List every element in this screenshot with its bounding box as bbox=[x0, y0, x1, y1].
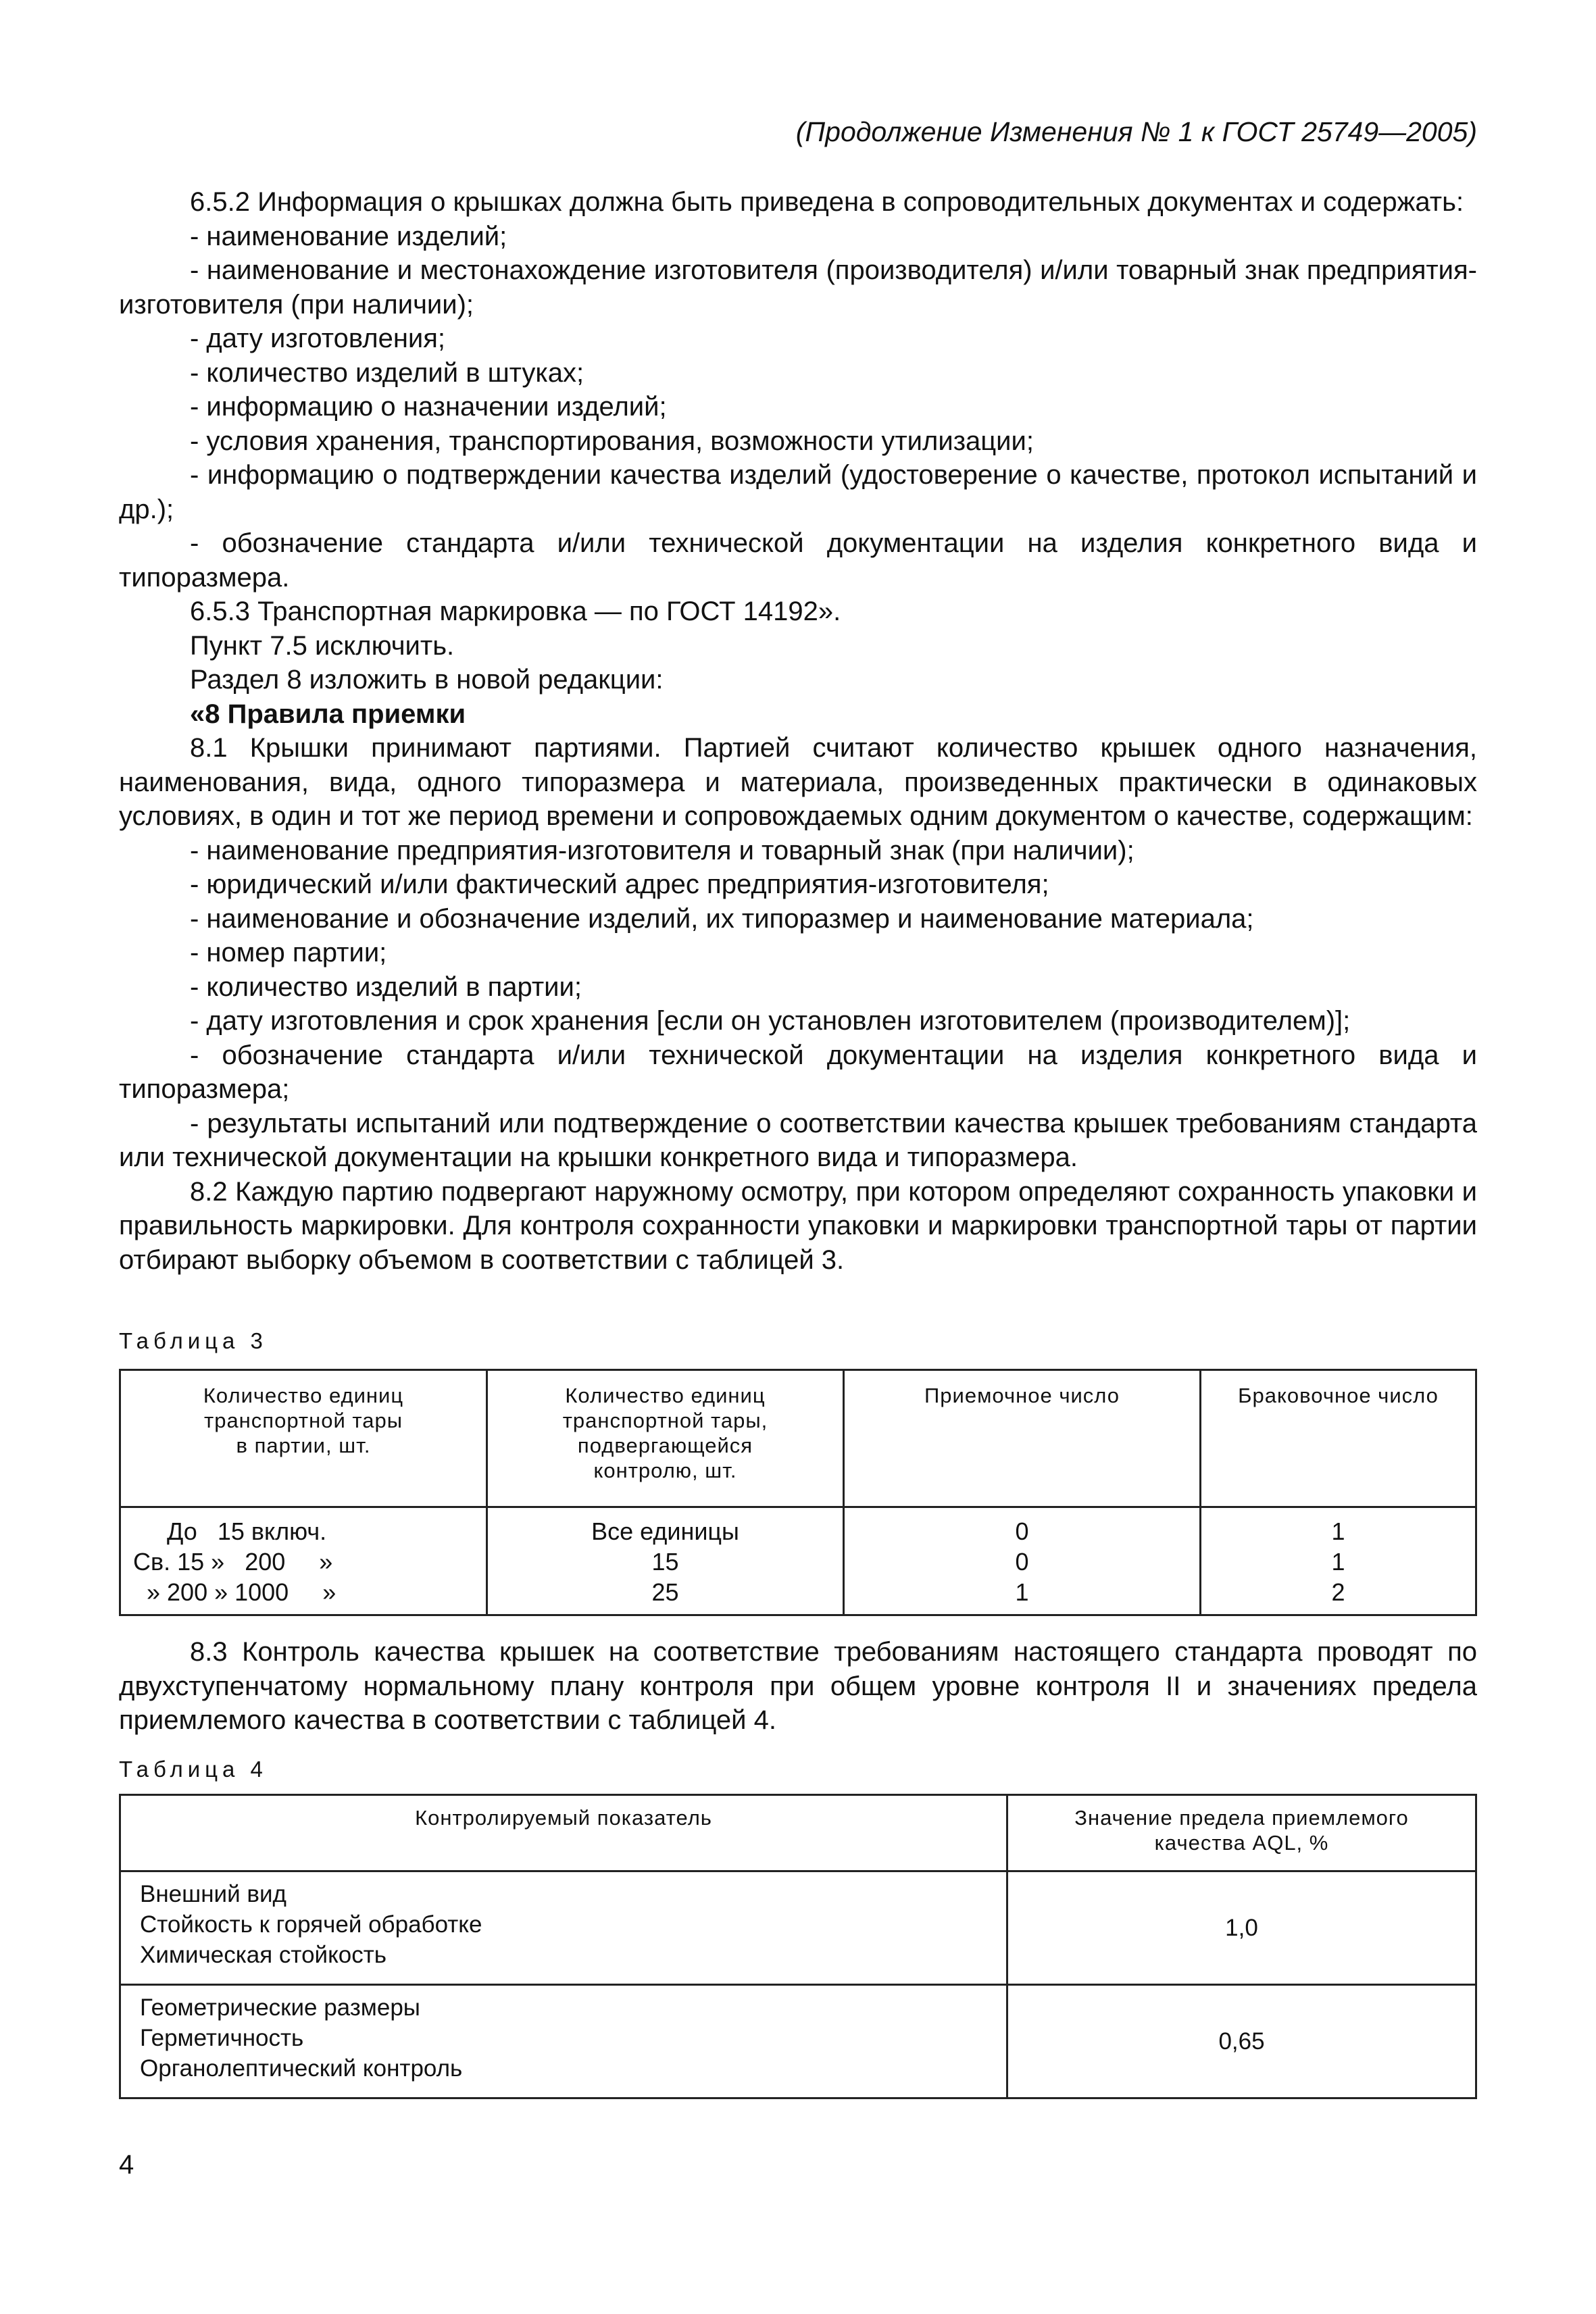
list-item: - номер партии; bbox=[190, 938, 387, 967]
paragraph: 8.2 Каждую партию подвергают наружному осмотру, при котором определяют сохранность упаковки и правильность маркировки. Для контроля сохранности упаковки и маркировки транспортной тары от партии отбирают выборку объемом в соответствии с таблицей 3. bbox=[119, 1176, 1477, 1275]
table-header-cell: Браковочное число bbox=[1201, 1370, 1476, 1507]
list-item: - наименование и местонахождение изготовителя (производителя) и/или товарный знак предприятия-изготовителя (при наличии); bbox=[119, 255, 1477, 320]
table-4 bbox=[119, 1794, 1477, 2099]
list-item: - юридический и/или фактический адрес предприятия-изготовителя; bbox=[190, 870, 1049, 899]
table-3-caption: Таблица 3 bbox=[119, 1328, 268, 1353]
table-row bbox=[120, 1985, 1476, 2098]
table-header-cell: Количество единиц транспортной тары, подвергающейся контролю, шт. bbox=[487, 1370, 844, 1507]
table-header-cell: Количество единиц транспортной тары в партии, шт. bbox=[120, 1370, 487, 1507]
list-item: - количество изделий в партии; bbox=[190, 972, 582, 1002]
table-header-cell: Контролируемый показатель bbox=[120, 1795, 1007, 1871]
table-row bbox=[120, 1507, 1476, 1615]
list-item: - наименование изделий; bbox=[190, 221, 507, 251]
paragraph: Пункт 7.5 исключить. bbox=[190, 630, 455, 661]
list-item: - обозначение стандарта и/или технической документации на изделия конкретного вида и типоразмера; bbox=[119, 1040, 1477, 1104]
list-item: - дату изготовления; bbox=[190, 324, 446, 353]
table-header-cell: Приемочное число bbox=[844, 1370, 1201, 1507]
list-item: - наименование предприятия-изготовителя и товарный знак (при наличии); bbox=[190, 835, 1134, 865]
table-cell: Внешний вид Стойкость к горячей обработке Химическая стойкость bbox=[120, 1871, 1007, 1985]
table-cell: До 15 включ. Св. 15 » 200 » » 200 » 1000 » bbox=[120, 1507, 487, 1615]
section-heading: «8 Правила приемки bbox=[190, 699, 466, 729]
paragraph: 6.5.2 Информация о крышках должна быть приведена в сопроводительных документах и содержать: bbox=[190, 187, 1464, 217]
table-header-row bbox=[120, 1795, 1476, 1871]
list-item: - информацию о назначении изделий; bbox=[190, 392, 667, 422]
table-cell: Геометрические размеры Герметичность Органолептический контроль bbox=[120, 1985, 1007, 2098]
table-row bbox=[120, 1871, 1476, 1985]
list-item: - дату изготовления и срок хранения [если он установлен изготовителем (производителем)]; bbox=[190, 1006, 1351, 1036]
paragraph: 8.3 Контроль качества крышек на соответствие требованиям настоящего стандарта проводят по двухступенчатому нормальному плану контроля при общем уровне контроля II и значениях предела приемлемого качества в соответствии с таблицей 4. bbox=[119, 1637, 1477, 1735]
table-cell: 0,65 bbox=[1007, 1985, 1476, 2098]
list-item: - информацию о подтверждении качества изделий (удостоверение о качестве, протокол испытаний и др.); bbox=[119, 460, 1477, 524]
table-cell: 1 1 2 bbox=[1201, 1507, 1476, 1615]
paragraph: 8.1 Крышки принимают партиями. Партией считают количество крышек одного назначения, наименования, вида, одного типоразмера и материала, произведенных практически в одинаковых условиях, в один и тот же период времени и сопровождаемых одним документом о качестве, содержащим: bbox=[119, 733, 1477, 831]
paragraph: Раздел 8 изложить в новой редакции: bbox=[190, 665, 664, 695]
paragraph: 6.5.3 Транспортная маркировка — по ГОСТ 14192». bbox=[190, 597, 841, 626]
table-cell: 1,0 bbox=[1007, 1871, 1476, 1985]
table-4-caption: Таблица 4 bbox=[119, 1757, 268, 1782]
body-text bbox=[119, 185, 1477, 1277]
table-header-cell: Значение предела приемлемого качества AQL, % bbox=[1007, 1795, 1476, 1871]
list-item: - обозначение стандарта и/или технической документации на изделия конкретного вида и типоразмера. bbox=[119, 528, 1477, 593]
table-cell: Все единицы 15 25 bbox=[487, 1507, 844, 1615]
table-header-row bbox=[120, 1370, 1476, 1507]
table-3 bbox=[119, 1369, 1477, 1616]
list-item: - условия хранения, транспортирования, возможности утилизации; bbox=[190, 426, 1034, 456]
running-header: (Продолжение Изменения № 1 к ГОСТ 25749—2005) bbox=[795, 116, 1477, 147]
page-number: 4 bbox=[119, 2150, 134, 2180]
list-item: - результаты испытаний или подтверждение о соответствии качества крышек требованиям стандарта или технической документации на крышки конкретного вида и типоразмера. bbox=[119, 1108, 1477, 1172]
table-cell: 0 0 1 bbox=[844, 1507, 1201, 1615]
list-item: - количество изделий в штуках; bbox=[190, 357, 584, 388]
list-item: - наименование и обозначение изделий, их типоразмер и наименование материала; bbox=[190, 903, 1254, 934]
